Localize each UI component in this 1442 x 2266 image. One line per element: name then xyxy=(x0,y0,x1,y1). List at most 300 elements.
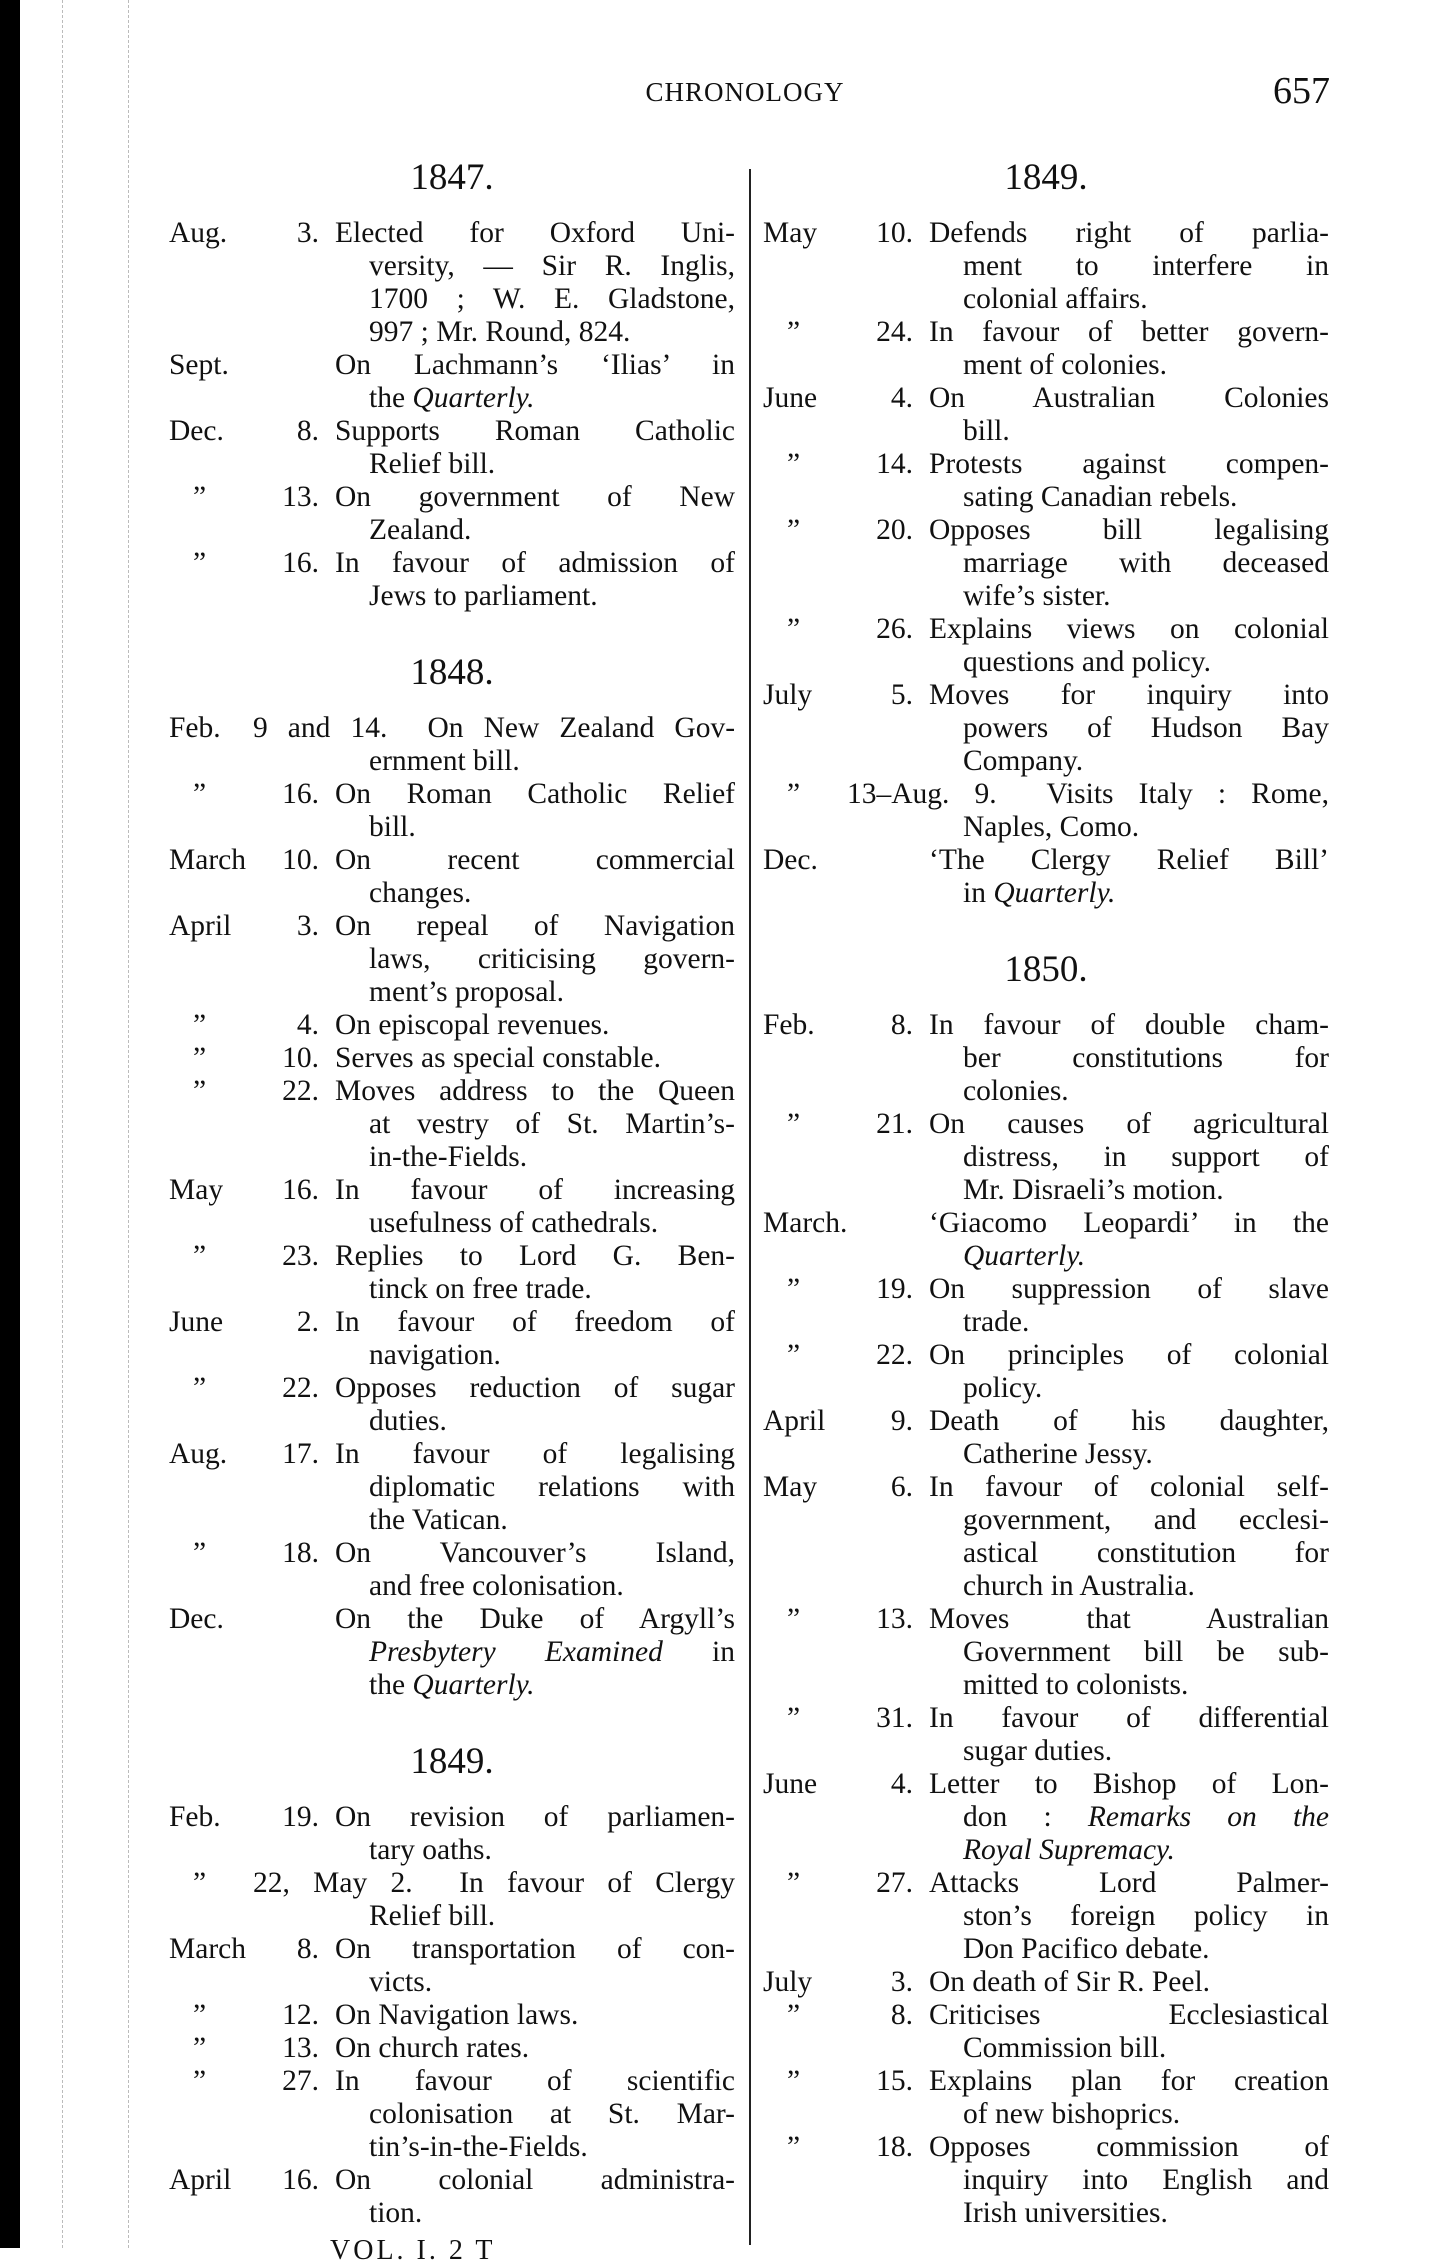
entry-text xyxy=(369,448,735,481)
text-run: wife’s sister. xyxy=(963,580,1111,612)
text-run: In favour of colonial self- xyxy=(929,1471,1329,1503)
year-heading-block xyxy=(763,118,1329,217)
entry-text xyxy=(335,2032,735,2065)
entry-month: May xyxy=(763,217,818,249)
entry-text xyxy=(963,1042,1329,1075)
entry-continuation-line xyxy=(169,1669,735,1702)
entry-day: 9 and 14. xyxy=(253,712,388,744)
entry-month: Feb. xyxy=(169,712,221,744)
entry-continuation-line xyxy=(169,877,735,910)
entry-continuation-line xyxy=(169,1141,735,1174)
entry-first-line xyxy=(763,2131,1329,2164)
entry-text xyxy=(963,1075,1329,1108)
text-run: church in Australia. xyxy=(963,1570,1195,1602)
text-run: the Vatican. xyxy=(369,1504,508,1536)
text-run: policy. xyxy=(963,1372,1043,1404)
entry-first-line xyxy=(169,778,735,811)
entry-first-line xyxy=(763,1471,1329,1504)
entry-text xyxy=(369,1405,735,1438)
entry-text xyxy=(963,1438,1329,1471)
running-title: CHRONOLOGY xyxy=(645,77,845,107)
entry-text xyxy=(963,1306,1329,1339)
entry-first-line xyxy=(169,1801,735,1834)
text-run: In favour of legalising xyxy=(335,1438,735,1470)
entry-continuation-line xyxy=(169,2131,735,2164)
text-run: Opposes bill legalising xyxy=(929,514,1329,546)
entry-day: 10. xyxy=(282,1042,319,1074)
entry-text xyxy=(369,1834,735,1867)
entry-first-line xyxy=(169,844,735,877)
scan-edge-shadow xyxy=(0,0,20,2248)
entry-day: 3. xyxy=(890,1966,913,1998)
entry-text xyxy=(963,1801,1329,1834)
text-run: diplomatic relations with xyxy=(369,1471,735,1503)
ditto-mark: ” xyxy=(787,448,801,480)
entry-first-line xyxy=(169,415,735,448)
entry-continuation-line xyxy=(169,811,735,844)
text-run: sating Canadian rebels. xyxy=(963,481,1238,513)
entry-continuation-line xyxy=(169,1636,735,1669)
text-run: On Roman Catholic Relief xyxy=(335,778,735,810)
entry-text xyxy=(963,646,1329,679)
entry-continuation-line xyxy=(763,2098,1329,2131)
year-heading-block xyxy=(169,118,735,217)
entry-day: 10. xyxy=(282,844,319,876)
entry-day: 2. xyxy=(296,1306,319,1338)
text-run: usefulness of cathedrals. xyxy=(369,1207,659,1239)
text-run: changes. xyxy=(369,877,472,909)
text-run: laws, criticising govern- xyxy=(369,943,735,975)
ditto-mark: ” xyxy=(193,1372,207,1404)
entry-text xyxy=(369,382,735,415)
entry-day: 16. xyxy=(282,2164,319,2196)
ditto-mark: ” xyxy=(193,1075,207,1107)
entry-continuation-line xyxy=(763,1735,1329,1768)
text-run: On revision of parliamen- xyxy=(335,1801,735,1833)
text-run: Elected for Oxford Uni- xyxy=(335,217,735,249)
ditto-mark: ” xyxy=(787,1273,801,1305)
ditto-mark: ” xyxy=(787,1603,801,1635)
entry-continuation-line xyxy=(763,745,1329,778)
entry-day: 15. xyxy=(876,2065,913,2097)
entry-continuation-line xyxy=(763,877,1329,910)
text-run: Zealand. xyxy=(369,514,472,546)
entry-month: April xyxy=(169,910,232,942)
entry-text xyxy=(963,547,1329,580)
entry-first-line xyxy=(763,1108,1329,1141)
scan-artifact-line xyxy=(62,0,63,2248)
entry-continuation-line xyxy=(763,1537,1329,1570)
entry-continuation-line xyxy=(763,1636,1329,1669)
entry-text xyxy=(963,1537,1329,1570)
ditto-mark: ” xyxy=(193,1537,207,1569)
entry-first-line xyxy=(763,613,1329,646)
entry-day: 8. xyxy=(296,415,319,447)
entry-month: June xyxy=(763,1768,818,1800)
ditto-mark: ” xyxy=(193,1999,207,2031)
text-run: of new bishoprics. xyxy=(963,2098,1181,2130)
entry-first-line xyxy=(763,2065,1329,2098)
entry-continuation-line xyxy=(763,1141,1329,1174)
text-run: tion. xyxy=(369,2197,423,2229)
year-heading: 1849. xyxy=(1004,157,1088,198)
entry-continuation-line xyxy=(763,811,1329,844)
entry-text xyxy=(963,1240,1329,1273)
text-run: ‘Giacomo Leopardi’ in the xyxy=(929,1207,1329,1239)
entry-continuation-line xyxy=(169,382,735,415)
entry-text xyxy=(929,2131,1329,2164)
entry-first-line xyxy=(169,1075,735,1108)
entry-continuation-line xyxy=(169,2197,735,2230)
text-run: sugar duties. xyxy=(963,1735,1113,1767)
ditto-mark: ” xyxy=(193,778,207,810)
entry-day: 13. xyxy=(282,481,319,513)
entry-text xyxy=(929,217,1329,250)
entry-month: Dec. xyxy=(169,415,224,447)
text-run: ment to interfere in xyxy=(963,250,1329,282)
text-run: ston’s foreign policy in xyxy=(963,1900,1329,1932)
text-run: in-the-Fields. xyxy=(369,1141,528,1173)
text-run: 997 ; Mr. Round, 824. xyxy=(369,316,631,348)
entry-day: 16. xyxy=(282,778,319,810)
text-run: the xyxy=(369,382,413,414)
entry-first-line xyxy=(763,1207,1329,1240)
text-run: Death of his daughter, xyxy=(929,1405,1329,1437)
text-run: Defends right of parlia- xyxy=(929,217,1329,249)
entry-text xyxy=(369,316,735,349)
text-run: In favour of differential xyxy=(929,1702,1329,1734)
entry-text xyxy=(335,1537,735,1570)
text-run: the xyxy=(369,1669,413,1701)
text-run: ment’s proposal. xyxy=(369,976,565,1008)
entry-text xyxy=(963,415,1329,448)
entry-text xyxy=(335,1075,735,1108)
ditto-mark: ” xyxy=(787,778,801,810)
entry-text xyxy=(929,613,1329,646)
entry-text xyxy=(963,1636,1329,1669)
text-run: ber constitutions for xyxy=(963,1042,1329,1074)
entry-day: 13. xyxy=(876,1603,913,1635)
text-run: On repeal of Navigation xyxy=(335,910,735,942)
entry-month: Dec. xyxy=(763,844,818,876)
entry-text xyxy=(929,844,1329,877)
entry-continuation-line xyxy=(169,1471,735,1504)
entry-first-line xyxy=(169,1603,735,1636)
entry-text xyxy=(335,481,735,514)
entry-day: 19. xyxy=(282,1801,319,1833)
entry-month: July xyxy=(763,679,813,711)
italic-title: Remarks on the xyxy=(1087,1801,1329,1833)
text-run: Attacks Lord Palmer- xyxy=(929,1867,1329,1899)
entry-continuation-line xyxy=(169,1504,735,1537)
ditto-mark: ” xyxy=(787,2131,801,2163)
entry-day: 16. xyxy=(282,1174,319,1206)
entry-day: 22. xyxy=(282,1075,319,1107)
entry-day: 10. xyxy=(876,217,913,249)
entry-month: Feb. xyxy=(763,1009,815,1041)
entry-text xyxy=(963,712,1329,745)
entry-text xyxy=(335,1240,735,1273)
ditto-mark: ” xyxy=(787,1999,801,2031)
entry-day: 8. xyxy=(296,1933,319,1965)
entry-day: 12. xyxy=(282,1999,319,2031)
text-run: colonisation at St. Mar- xyxy=(369,2098,735,2130)
text-run: On New Zealand Gov- xyxy=(427,712,736,744)
entry-continuation-line xyxy=(169,943,735,976)
text-run: On Navigation laws. xyxy=(335,1999,579,2031)
entry-text xyxy=(963,2098,1329,2131)
entry-text xyxy=(929,514,1329,547)
entry-first-line xyxy=(169,712,735,745)
entry-month: March xyxy=(169,844,246,876)
text-run: In favour of Clergy xyxy=(459,1867,735,1899)
text-run: On the Duke of Argyll’s xyxy=(335,1603,735,1635)
ditto-mark: ” xyxy=(193,1867,207,1899)
text-run: Moves that Australian xyxy=(929,1603,1329,1635)
entry-text xyxy=(369,580,735,613)
entry-day: 17. xyxy=(282,1438,319,1470)
entry-text xyxy=(335,217,735,250)
entry-text xyxy=(963,580,1329,613)
text-run: mitted to colonists. xyxy=(963,1669,1189,1701)
entry-text xyxy=(335,1174,735,1207)
entry-day: 31. xyxy=(876,1702,913,1734)
entry-day: 18. xyxy=(876,2131,913,2163)
entry-continuation-line xyxy=(763,250,1329,283)
entry-first-line xyxy=(169,1537,735,1570)
entry-day: 4. xyxy=(890,1768,913,1800)
text-run: On principles of colonial xyxy=(929,1339,1329,1371)
entry-text xyxy=(963,1933,1329,1966)
entry-day: 4. xyxy=(296,1009,319,1041)
ditto-mark: ” xyxy=(787,1108,801,1140)
entry-text xyxy=(963,283,1329,316)
entry-first-line xyxy=(763,1603,1329,1636)
entry-first-line xyxy=(169,2032,735,2065)
text-run: In favour of better govern- xyxy=(929,316,1329,348)
text-run: Relief bill. xyxy=(369,448,496,480)
entry-text xyxy=(369,976,735,1009)
entry-text xyxy=(963,1372,1329,1405)
ditto-mark: ” xyxy=(193,1240,207,1272)
entry-text xyxy=(963,811,1329,844)
entry-continuation-line xyxy=(169,250,735,283)
entry-first-line xyxy=(169,547,735,580)
entry-text xyxy=(369,1570,735,1603)
entry-text xyxy=(369,1141,735,1174)
entry-text xyxy=(335,349,735,382)
entry-day: 18. xyxy=(282,1537,319,1569)
text-run: tary oaths. xyxy=(369,1834,492,1866)
entry-text xyxy=(369,1207,735,1240)
ditto-mark: ” xyxy=(787,514,801,546)
entry-first-line xyxy=(763,217,1329,250)
entry-text xyxy=(963,1141,1329,1174)
entry-continuation-line xyxy=(763,1504,1329,1537)
entry-month: March xyxy=(169,1933,246,1965)
text-run: Naples, Como. xyxy=(963,811,1140,843)
text-run: Mr. Disraeli’s motion. xyxy=(963,1174,1224,1206)
right-column xyxy=(763,118,1329,2230)
ditto-mark: ” xyxy=(787,1702,801,1734)
text-run: government, and ecclesi- xyxy=(963,1504,1329,1536)
entry-text xyxy=(929,1273,1329,1306)
entry-text xyxy=(369,2131,735,2164)
entry-continuation-line xyxy=(763,1372,1329,1405)
entry-text xyxy=(963,745,1329,778)
text-run: Serves as special constable. xyxy=(335,1042,662,1074)
entry-text xyxy=(929,1339,1329,1372)
entry-day: 3. xyxy=(296,217,319,249)
entry-continuation-line xyxy=(169,580,735,613)
entry-month: Aug. xyxy=(169,1438,228,1470)
italic-title: Royal Supremacy. xyxy=(963,1834,1175,1866)
entry-text xyxy=(369,877,735,910)
text-run: Commission bill. xyxy=(963,2032,1167,2064)
text-run: colonial affairs. xyxy=(963,283,1148,315)
entry-day: 22. xyxy=(282,1372,319,1404)
entry-continuation-line xyxy=(763,1834,1329,1867)
text-run: colonies. xyxy=(963,1075,1069,1107)
entry-continuation-line xyxy=(763,1042,1329,1075)
text-run: Replies to Lord G. Ben- xyxy=(335,1240,735,1272)
entry-text xyxy=(369,1504,735,1537)
text-run: at vestry of St. Martin’s- xyxy=(369,1108,735,1140)
italic-title: Quarterly. xyxy=(963,1240,1086,1272)
text-run: Catherine Jessy. xyxy=(963,1438,1153,1470)
entry-text xyxy=(929,679,1329,712)
entry-month: March. xyxy=(763,1207,848,1239)
entry-text xyxy=(369,745,735,778)
year-heading-block xyxy=(169,613,735,712)
entry-text xyxy=(369,1471,735,1504)
entry-continuation-line xyxy=(169,745,735,778)
entry-month: April xyxy=(169,2164,232,2196)
text-run: in xyxy=(963,877,994,909)
entry-continuation-line xyxy=(763,1801,1329,1834)
entry-text xyxy=(369,811,735,844)
entry-continuation-line xyxy=(763,646,1329,679)
entry-month: April xyxy=(763,1405,826,1437)
entry-continuation-line xyxy=(763,2164,1329,2197)
text-run: distress, in support of xyxy=(963,1141,1329,1173)
text-run: On causes of agricultural xyxy=(929,1108,1329,1140)
entry-continuation-line xyxy=(763,2197,1329,2230)
entry-first-line xyxy=(763,1999,1329,2032)
entry-first-line xyxy=(169,1174,735,1207)
entry-text xyxy=(963,1735,1329,1768)
italic-title: Quarterly. xyxy=(993,877,1116,909)
entry-first-line xyxy=(763,1768,1329,1801)
entry-text xyxy=(963,1834,1329,1867)
entry-continuation-line xyxy=(169,2098,735,2131)
ditto-mark: ” xyxy=(193,481,207,513)
entry-month: Feb. xyxy=(169,1801,221,1833)
text-run: Explains plan for creation xyxy=(929,2065,1329,2097)
entry-continuation-line xyxy=(763,1174,1329,1207)
entry-text xyxy=(929,1702,1329,1735)
text-run: bill. xyxy=(963,415,1010,447)
entry-day: 21. xyxy=(876,1108,913,1140)
ditto-mark: ” xyxy=(193,2065,207,2097)
entry-first-line xyxy=(763,679,1329,712)
entry-continuation-line xyxy=(763,712,1329,745)
entry-day: 9. xyxy=(890,1405,913,1437)
entry-text xyxy=(253,1867,735,1900)
entry-text xyxy=(335,1306,735,1339)
entry-continuation-line xyxy=(169,1273,735,1306)
entry-text xyxy=(929,1108,1329,1141)
text-run: questions and policy. xyxy=(963,646,1211,678)
year-heading: 1850. xyxy=(1004,949,1088,990)
entry-text xyxy=(929,382,1329,415)
text-run: On suppression of slave xyxy=(929,1273,1329,1305)
entry-text xyxy=(929,1471,1329,1504)
entry-text xyxy=(369,283,735,316)
entry-text xyxy=(963,2197,1329,2230)
entry-text xyxy=(369,2098,735,2131)
entry-text xyxy=(335,415,735,448)
entry-text xyxy=(963,877,1329,910)
ditto-mark: ” xyxy=(787,316,801,348)
text-run: don : xyxy=(963,1801,1088,1833)
text-run: On Lachmann’s ‘Ilias’ in xyxy=(335,349,735,381)
entry-continuation-line xyxy=(169,1966,735,1999)
entry-day: 13–Aug. 9. xyxy=(847,778,997,810)
entry-text xyxy=(335,1042,735,1075)
year-heading: 1848. xyxy=(410,652,494,693)
text-run: Explains views on colonial xyxy=(929,613,1329,645)
entry-month: June xyxy=(763,382,818,414)
entry-first-line xyxy=(763,514,1329,547)
entry-text xyxy=(369,514,735,547)
text-run: Don Pacifico debate. xyxy=(963,1933,1210,1965)
entry-continuation-line xyxy=(763,415,1329,448)
entry-continuation-line xyxy=(763,349,1329,382)
text-run: Company. xyxy=(963,745,1084,777)
entry-text xyxy=(335,844,735,877)
entry-first-line xyxy=(763,316,1329,349)
year-heading-block xyxy=(763,910,1329,1009)
entry-day: 26. xyxy=(876,613,913,645)
italic-title: Quarterly. xyxy=(412,382,535,414)
entry-continuation-line xyxy=(763,1438,1329,1471)
ditto-mark: ” xyxy=(787,1867,801,1899)
entry-day: 20. xyxy=(876,514,913,546)
column-divider xyxy=(749,169,751,2245)
year-heading: 1849. xyxy=(410,1741,494,1782)
entry-text xyxy=(963,349,1329,382)
entry-first-line xyxy=(763,448,1329,481)
entry-continuation-line xyxy=(763,580,1329,613)
text-run: Moves for inquiry into xyxy=(929,679,1329,711)
signature-mark: VOL. I. 2 T xyxy=(330,2235,496,2266)
text-run: Moves address to the Queen xyxy=(335,1075,735,1107)
entry-day: 3. xyxy=(296,910,319,942)
text-run: ernment bill. xyxy=(369,745,520,777)
entry-first-line xyxy=(169,1933,735,1966)
entry-continuation-line xyxy=(763,1240,1329,1273)
entry-text xyxy=(963,1570,1329,1603)
entry-text xyxy=(963,2032,1329,2065)
entry-text xyxy=(369,1273,735,1306)
entry-day: 13. xyxy=(282,2032,319,2064)
entry-first-line xyxy=(763,778,1329,811)
text-run: Protests against compen- xyxy=(929,448,1329,480)
text-run: In favour of admission of xyxy=(335,547,735,579)
entry-day: 22. xyxy=(876,1339,913,1371)
entry-month: Dec. xyxy=(169,1603,224,1635)
